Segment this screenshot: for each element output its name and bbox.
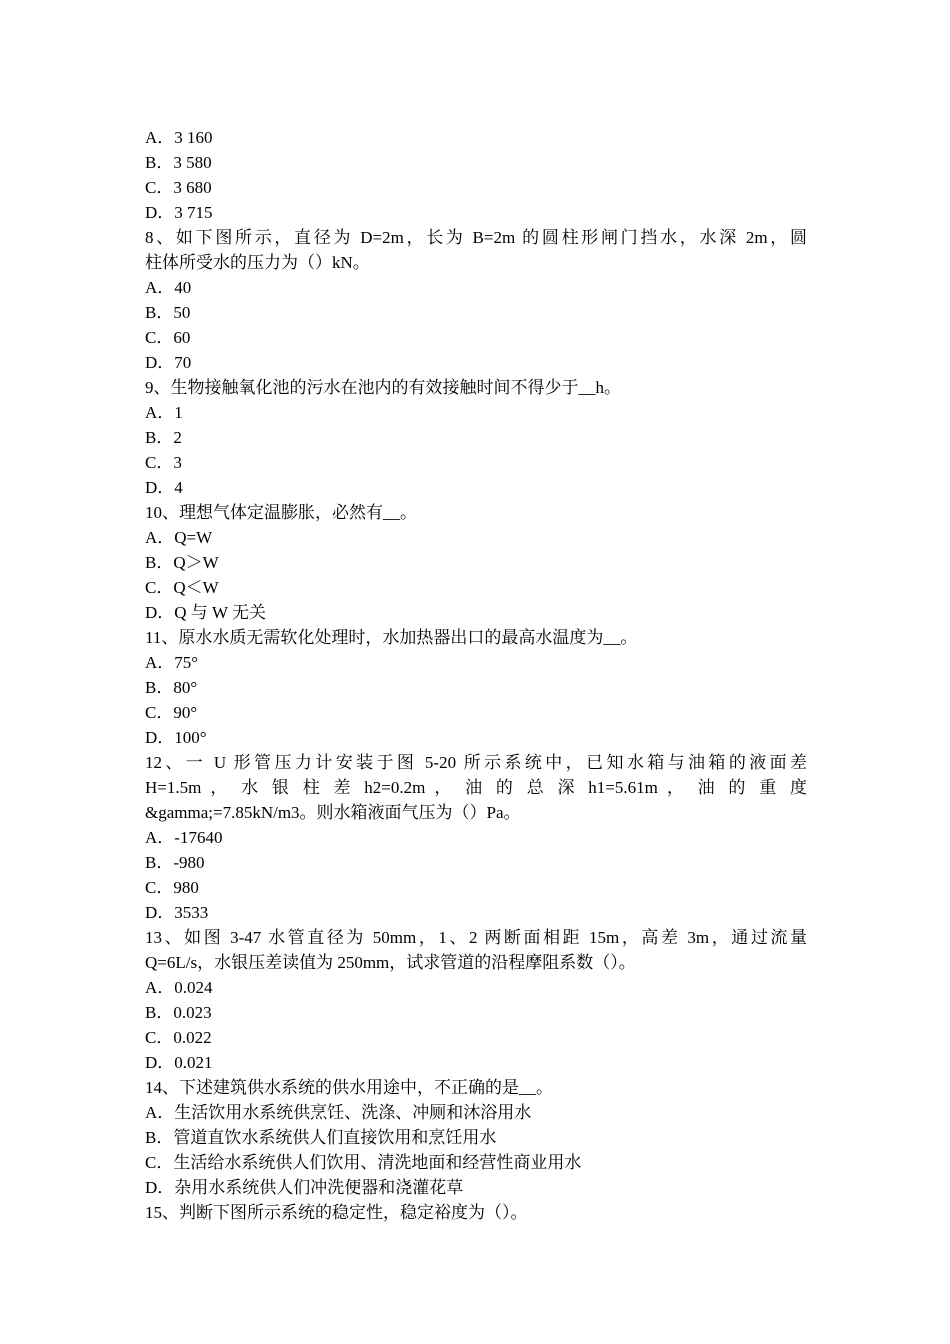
option-a: A．生活饮用水系统供烹饪、洗涤、冲厕和沐浴用水 — [145, 1103, 532, 1122]
option-b: B．3 580 — [145, 153, 212, 172]
option-d: D．100° — [145, 728, 207, 747]
document-body — [145, 125, 807, 1225]
option-b: B．0.023 — [145, 1003, 212, 1022]
option-b: B．Q＞W — [145, 553, 219, 572]
option-d: D．4 — [145, 478, 183, 497]
question-9 — [145, 375, 807, 500]
question-text-line: 9、生物接触氧化池的污水在池内的有效接触时间不得少于__h。 — [145, 378, 621, 397]
option-d: D．3533 — [145, 903, 209, 922]
option-a: A．-17640 — [145, 828, 223, 847]
question-7-options — [145, 125, 807, 225]
option-c: C．0.022 — [145, 1028, 212, 1047]
option-c: C．90° — [145, 703, 198, 722]
option-a: A．0.024 — [145, 978, 213, 997]
option-b: B．2 — [145, 428, 182, 447]
question-text-line: H=1.5m ， 水 银 柱 差 h2=0.2m ， 油 的 总 深 h1=5.61m ， 油 的 重 度 — [145, 778, 807, 797]
question-text-line: 15、判断下图所示系统的稳定性，稳定裕度为（）。 — [145, 1203, 528, 1222]
question-text-line: 13、如图 3-47 水管直径为 50mm，1、2 两断面相距 15m，高差 3m，通过流量 — [145, 928, 807, 947]
question-13 — [145, 925, 807, 1075]
option-c: C．3 680 — [145, 178, 212, 197]
option-c: C．生活给水系统供人们饮用、清洗地面和经营性商业用水 — [145, 1153, 582, 1172]
question-11 — [145, 625, 807, 750]
question-text-line: 8、如下图所示，直径为 D=2m，长为 B=2m 的圆柱形闸门挡水，水深 2m，圆 — [145, 228, 807, 247]
question-text-line: &gamma;=7.85kN/m3。则水箱液面气压为（）Pa。 — [145, 803, 521, 822]
question-text-line: 柱体所受水的压力为（）kN。 — [145, 253, 370, 272]
question-14 — [145, 1075, 807, 1200]
question-text-line: 12、一 U 形管压力计安装于图 5-20 所示系统中，已知水箱与油箱的液面差 — [145, 753, 807, 772]
option-a: A．40 — [145, 278, 192, 297]
option-c: C．980 — [145, 878, 199, 897]
option-d: D．0.021 — [145, 1053, 213, 1072]
question-text-line: Q=6L/s，水银压差读值为 250mm，试求管道的沿程摩阻系数（）。 — [145, 953, 636, 972]
question-text-line: 14、下述建筑供水系统的供水用途中，不正确的是__。 — [145, 1078, 553, 1097]
question-12 — [145, 750, 807, 925]
question-text-line: 10、理想气体定温膨胀，必然有__。 — [145, 503, 417, 522]
option-a: A．Q=W — [145, 528, 213, 547]
question-15 — [145, 1200, 807, 1225]
option-c: C．Q＜W — [145, 578, 219, 597]
option-c: C．3 — [145, 453, 182, 472]
option-d: D．Q 与 W 无关 — [145, 603, 267, 622]
question-text-line: 11、原水水质无需软化处理时，水加热器出口的最高水温度为__。 — [145, 628, 638, 647]
question-8 — [145, 225, 807, 375]
option-d: D．70 — [145, 353, 192, 372]
option-b: B．-980 — [145, 853, 205, 872]
option-b: B．50 — [145, 303, 191, 322]
option-b: B．管道直饮水系统供人们直接饮用和烹饪用水 — [145, 1128, 497, 1147]
option-a: A．75° — [145, 653, 199, 672]
option-b: B．80° — [145, 678, 198, 697]
option-c: C．60 — [145, 328, 191, 347]
question-10 — [145, 500, 807, 625]
option-d: D．3 715 — [145, 203, 213, 222]
option-a: A．3 160 — [145, 128, 213, 147]
option-d: D．杂用水系统供人们冲洗便器和浇灌花草 — [145, 1178, 464, 1197]
option-a: A．1 — [145, 403, 183, 422]
